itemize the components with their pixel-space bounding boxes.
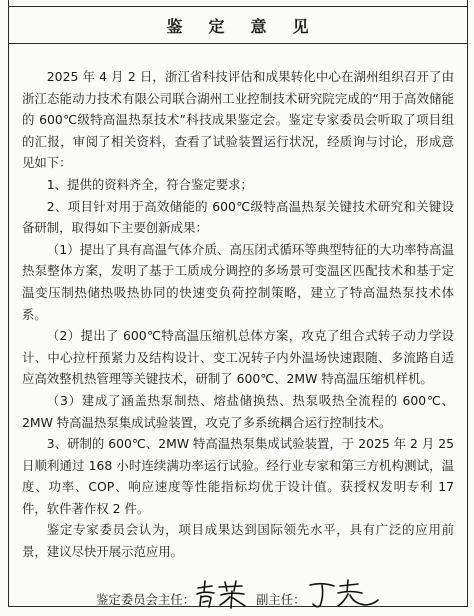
signature-row: [0, 578, 474, 610]
paragraph-innovation-1: （1）提出了具有高温气体介质、高压闭式循环等典型特征的大功率特高温热泵整体方案，发明了基于工质成分调控的多场景可变温区匹配技术和基于定温变压制热储热吸热协同的快速变负荷控制策略，建立了特高温热泵技术体系。: [22, 241, 454, 322]
paragraph-intro: 2025 年 4 月 2 日，浙江省科技评估和成果转化中心在湖州组织召开了由浙江态能动力技术有限公司联合湖州工业控制技术研究院完成的“用于高效储能的 600℃级特高温热泵技术”科技成果鉴定会。鉴定专家委员会听取了项目组的汇报，审阅了相关资料，查看了试验装置运行状况，经质询与讨论，形成意见如下：: [22, 69, 454, 171]
vice-chair-signature: [304, 576, 384, 610]
paragraph-conclusion: 鉴定专家委员会认为，项目成果达到国际领先水平，具有广泛的应用前景，建议尽快开展示范应用。: [22, 522, 454, 560]
opinion-body: [22, 66, 454, 563]
paragraph-item-2: 2、项目针对用于高效储能的 600℃级特高温热泵关键技术研究和关键设备研制，取得如下主要创新成果：: [22, 198, 454, 236]
vice-chair-label: 副主任：: [256, 592, 306, 607]
title-row: [8, 6, 467, 44]
paragraph-item-1: 1、提供的资料齐全，符合鉴定要求；: [46, 176, 253, 192]
paragraph-item-3: 3、研制的 600℃、2MW 特高温热泵集成试验装置，于 2025 年 2 月 25 日顺利通过 168 小时连续满功率运行试验。经行业专家和第三方机构测试，温度、功率、COP、响应速度等性能指标均优于设计值。获授权发明专利 17 件，软件著作权 2 件。: [22, 436, 454, 516]
page-title: 鉴定意见: [166, 16, 335, 36]
paragraph-innovation-3: （3）建成了涵盖热泵制热、熔盐储换热、热泵吸热全流程的 600℃、2MW 特高温热泵集成试验装置，攻克了多系统耦合运行控制技术。: [22, 392, 454, 430]
chair-label: 鉴定委员会主任：: [96, 592, 196, 607]
chair-signature: [192, 578, 250, 610]
paragraph-innovation-2: （2）提出了 600℃特高温压缩机总体方案，攻克了组合式转子动力学设计、中心拉杆预紧力及结构设计、变工况转子内外温场快速跟随、多流路自适应高效整机热管理等关键技术，研制了 600℃、2MW 特高温压缩机样机。: [22, 328, 454, 387]
